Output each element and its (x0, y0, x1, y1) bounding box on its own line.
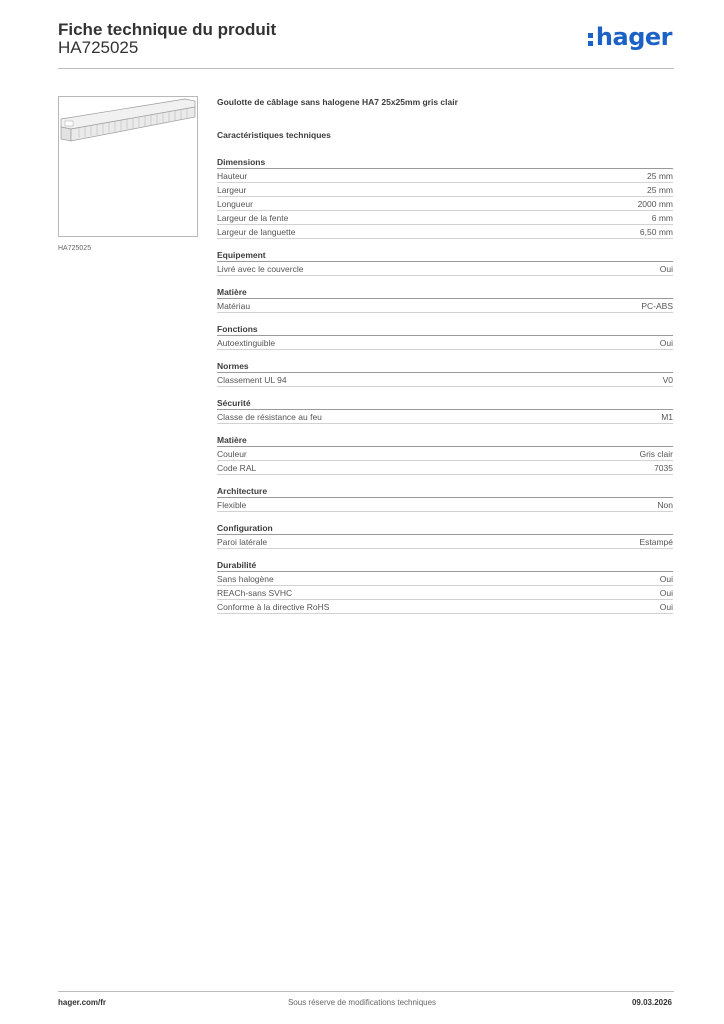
footer-date: 09.03.2026 (631, 998, 672, 1007)
spec-label: Livré avec le couvercle (217, 264, 304, 274)
spec-value: Oui (659, 574, 673, 584)
spec-value: Oui (659, 602, 673, 612)
spec-value: 6,50 mm (639, 227, 673, 237)
spec-group (217, 249, 673, 276)
logo-wordmark: hager (595, 23, 672, 51)
product-specs (217, 96, 673, 624)
footer-disclaimer: Sous réserve de modifications techniques (287, 998, 437, 1007)
spec-value: Estampé (639, 537, 673, 547)
spec-group-title: Matière (217, 434, 673, 447)
spec-label: Flexible (217, 500, 247, 510)
spec-groups (217, 156, 673, 614)
spec-label: Matériau (217, 301, 251, 311)
spec-row (217, 197, 673, 211)
spec-label: Hauteur (217, 171, 248, 181)
spec-group (217, 397, 673, 424)
spec-row (217, 498, 673, 512)
spec-row (217, 336, 673, 350)
spec-value: Oui (659, 588, 673, 598)
spec-group-title: Equipement (217, 249, 673, 262)
spec-row (217, 586, 673, 600)
spec-row (217, 535, 673, 549)
spec-row (217, 169, 673, 183)
spec-group (217, 522, 673, 549)
spec-value: 25 mm (647, 171, 673, 181)
document-title: Fiche technique du produit (58, 20, 277, 39)
spec-label: Couleur (217, 449, 247, 459)
footer-website: hager.com/fr (58, 998, 107, 1007)
spec-row (217, 600, 673, 614)
spec-group (217, 286, 673, 313)
spec-label: Largeur de la fente (217, 213, 289, 223)
spec-row (217, 410, 673, 424)
spec-group-title: Durabilité (217, 559, 673, 572)
spec-label: Conforme à la directive RoHS (217, 602, 330, 612)
spec-group (217, 156, 673, 239)
spec-label: Paroi latérale (217, 537, 268, 547)
spec-value: 25 mm (647, 185, 673, 195)
specs-section-title: Caractéristiques techniques (217, 130, 331, 140)
spec-value: 2000 mm (637, 199, 673, 209)
spec-value: V0 (662, 375, 673, 385)
spec-group (217, 559, 673, 614)
spec-label: Sans halogène (217, 574, 274, 584)
spec-group-title: Dimensions (217, 156, 673, 169)
spec-group-title: Sécurité (217, 397, 673, 410)
spec-value: M1 (661, 412, 673, 422)
spec-row (217, 225, 673, 239)
product-reference: HA725025 (58, 38, 139, 57)
spec-row (217, 262, 673, 276)
spec-row (217, 183, 673, 197)
spec-label: REACh-sans SVHC (217, 588, 293, 598)
spec-group-title: Architecture (217, 485, 673, 498)
spec-row (217, 373, 673, 387)
spec-label: Longueur (217, 199, 253, 209)
product-image (58, 96, 198, 237)
spec-value: Non (657, 500, 673, 510)
spec-group-title: Configuration (217, 522, 673, 535)
spec-value: 6 mm (651, 213, 673, 223)
spec-label: Code RAL (217, 463, 257, 473)
spec-group-title: Matière (217, 286, 673, 299)
product-image-caption: HA725025 (58, 245, 92, 252)
spec-group (217, 360, 673, 387)
spec-label: Autoextinguible (217, 338, 276, 348)
hager-logo (587, 24, 672, 50)
spec-value: Oui (659, 338, 673, 348)
spec-row (217, 299, 673, 313)
page-header (58, 20, 674, 68)
spec-group (217, 434, 673, 475)
spec-row (217, 211, 673, 225)
spec-value: 7035 (654, 463, 673, 473)
spec-label: Classe de résistance au feu (217, 412, 322, 422)
product-description: Goulotte de câblage sans halogene HA7 25x25mm gris clair (217, 97, 458, 107)
spec-label: Largeur de languette (217, 227, 296, 237)
logo-colon-mark (587, 26, 595, 48)
spec-row (217, 461, 673, 475)
spec-group-title: Fonctions (217, 323, 673, 336)
spec-group (217, 485, 673, 512)
spec-group-title: Normes (217, 360, 673, 373)
footer-divider (58, 991, 674, 992)
header-divider (58, 68, 674, 69)
spec-value: Gris clair (639, 449, 673, 459)
spec-value: PC-ABS (641, 301, 673, 311)
spec-label: Largeur (217, 185, 247, 195)
spec-label: Classement UL 94 (217, 375, 287, 385)
spec-group (217, 323, 673, 350)
spec-row (217, 447, 673, 461)
spec-row (217, 572, 673, 586)
spec-value: Oui (659, 264, 673, 274)
cable-duct-illustration (59, 97, 197, 236)
